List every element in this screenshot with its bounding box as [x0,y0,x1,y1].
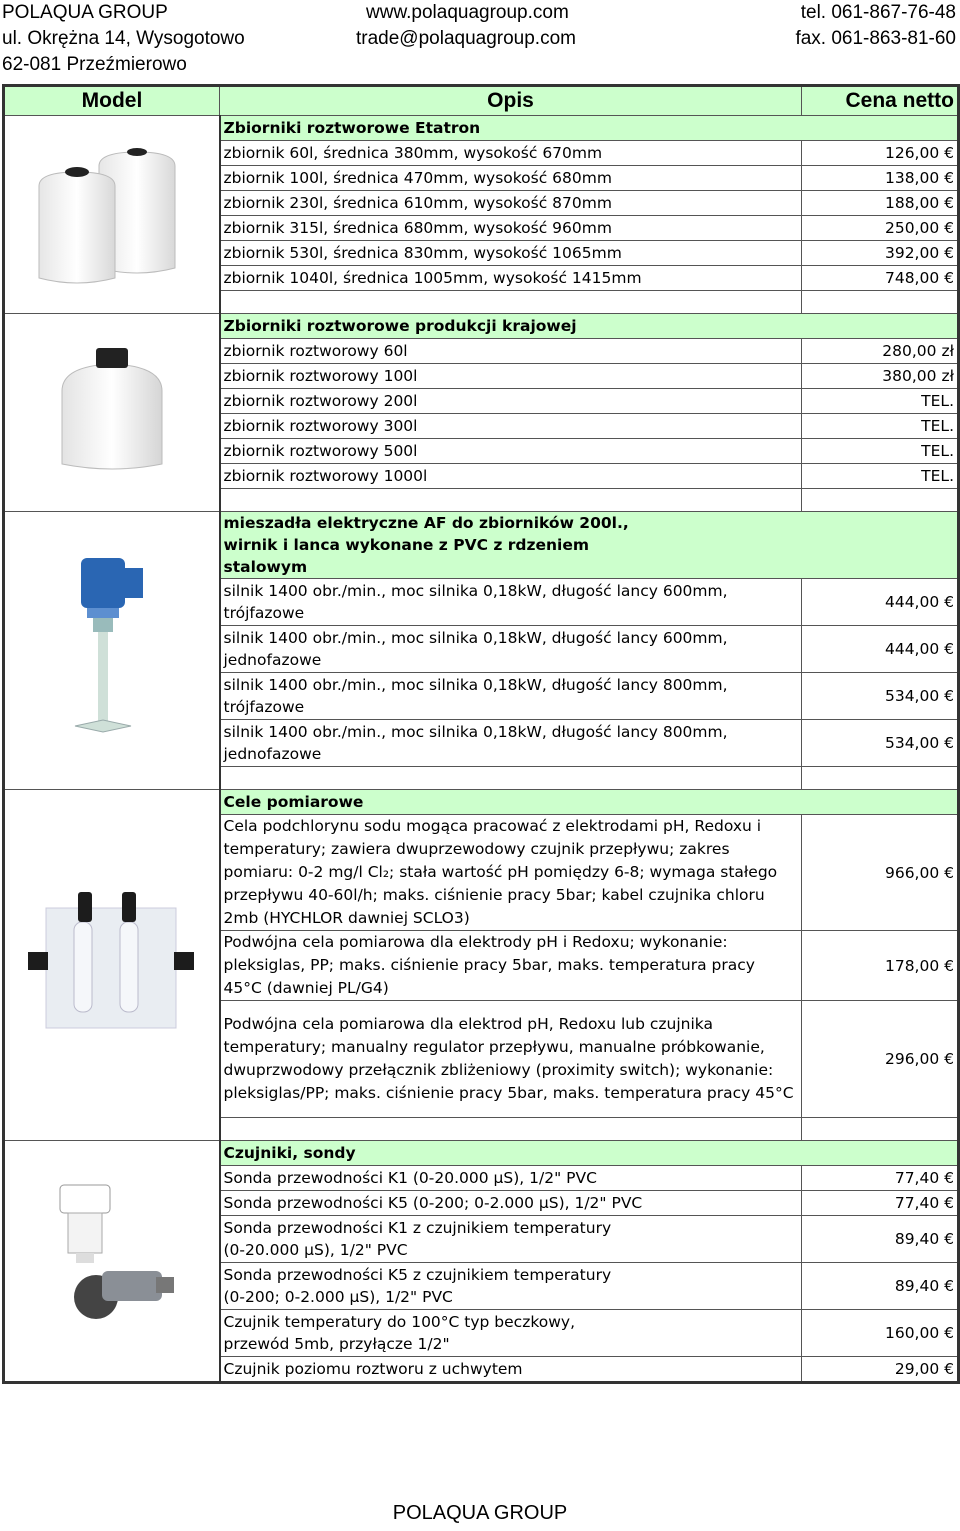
price-list-table [2,84,960,1384]
product-description: silnik 1400 obr./min., moc silnika 0,18kW, długość lancy 600mm, trójfazowe [220,579,802,626]
product-price: 77,40 € [802,1166,959,1191]
spacer-cell [220,489,802,512]
product-description: Sonda przewodności K5 z czujnikiem temperatury (0-200; 0-2.000 µS), 1/2" PVC [220,1263,802,1310]
product-price: 966,00 € [802,815,959,931]
section-title-row [4,790,959,815]
product-price: TEL. [802,439,959,464]
product-price: TEL. [802,464,959,489]
section-title-row [4,512,959,579]
product-price: 29,00 € [802,1357,959,1383]
company-name: POLAQUA GROUP [2,2,168,23]
product-description: Sonda przewodności K5 (0-200; 0-2.000 µS), 1/2" PVC [220,1191,802,1216]
measuring-cell-icon [8,888,216,1042]
product-price: TEL. [802,414,959,439]
product-image-cell [4,116,220,314]
address-line-2: 62-081 Przeźmierowo [2,54,187,75]
product-price: 188,00 € [802,191,959,216]
product-price: 444,00 € [802,626,959,673]
product-price: 534,00 € [802,720,959,767]
mixer-icon [8,554,216,748]
product-price: 126,00 € [802,141,959,166]
section-title: Zbiorniki roztworowe produkcji krajowej [220,314,959,339]
product-price: 392,00 € [802,241,959,266]
product-description: zbiornik roztworowy 100l [220,364,802,389]
product-description: Sonda przewodności K1 z czujnikiem temperatury (0-20.000 µS), 1/2" PVC [220,1216,802,1263]
product-price: 77,40 € [802,1191,959,1216]
column-header-model: Model [4,86,220,116]
section-title-row [4,314,959,339]
product-description: silnik 1400 obr./min., moc silnika 0,18kW, długość lancy 800mm, jednofazowe [220,720,802,767]
product-price: 160,00 € [802,1310,959,1357]
section-title: Cele pomiarowe [220,790,959,815]
product-description: Sonda przewodności K1 (0-20.000 µS), 1/2" PVC [220,1166,802,1191]
tank-icon [8,346,216,480]
product-price: 178,00 € [802,931,959,1001]
website-link[interactable]: www.polaquagroup.com [366,2,569,23]
product-description: zbiornik 315l, średnica 680mm, wysokość 960mm [220,216,802,241]
product-price: 89,40 € [802,1263,959,1310]
address-line-1: ul. Okrężna 14, Wysogotowo [2,28,245,49]
product-image-cell [4,512,220,790]
product-description: Czujnik poziomu roztworu z uchwytem [220,1357,802,1383]
product-description: zbiornik roztworowy 1000l [220,464,802,489]
product-price: 380,00 zł [802,364,959,389]
fax-number: fax. 061-863-81-60 [795,28,956,49]
product-price: 280,00 zł [802,339,959,364]
product-description: Czujnik temperatury do 100°C typ beczkowy, przewód 5mb, przyłącze 1/2" [220,1310,802,1357]
product-price: 138,00 € [802,166,959,191]
spacer-cell [802,489,959,512]
product-description: zbiornik 1040l, średnica 1005mm, wysokość 1415mm [220,266,802,291]
product-description: zbiornik 230l, średnica 610mm, wysokość 870mm [220,191,802,216]
phone-number: tel. 061-867-76-48 [800,2,956,23]
column-header-cena: Cena netto [802,86,959,116]
product-description: zbiornik 530l, średnica 830mm, wysokość 1065mm [220,241,802,266]
spacer-cell [802,1118,959,1141]
product-image-cell [4,790,220,1141]
product-price: 296,00 € [802,1001,959,1118]
product-price: 748,00 € [802,266,959,291]
product-description: Podwójna cela pomiarowa dla elektrod pH, Redoxu lub czujnika temperatury; manualny regulator przepływu, manualne próbkowanie, dwuprzwodowy przełącznik zbliżeniowy (proximity switch); wykonanie: pleksiglas/PP; maks. ciśnienie pracy 5bar, maks. temperatura pracy 45°C [220,1001,802,1118]
spacer-cell [220,767,802,790]
product-description: zbiornik 60l, średnica 380mm, wysokość 670mm [220,141,802,166]
section-title: mieszadła elektryczne AF do zbiorników 200l., wirnik i lanca wykonane z PVC z rdzeniem stalowym [220,512,959,579]
spacer-cell [220,1118,802,1141]
product-description: Podwójna cela pomiarowa dla elektrody pH i Redoxu; wykonanie: pleksiglas, PP; maks. ciśnienie pracy 5bar, maks. temperatura pracy 45°C (dawniej PL/G4) [220,931,802,1001]
column-header-opis: Opis [220,86,802,116]
spacer-cell [802,291,959,314]
product-image-cell [4,314,220,512]
product-description: Cela podchlorynu sodu mogąca pracować z elektrodami pH, Redoxu i temperatury; zawiera dwuprzewodowy czujnik przepływu; zakres pomiaru: 0-2 mg/l Cl₂; stała wartość pH pomiędzy 6-8; wymaga stałego przepływu 40-60l/h; maks. ciśnienie pracy 5bar; kabel czujnika chloru 2mb (HYCHLOR dawniej SCLO3) [220,815,802,931]
product-price: TEL. [802,389,959,414]
product-description: zbiornik roztworowy 200l [220,389,802,414]
product-price: 89,40 € [802,1216,959,1263]
section-title: Czujniki, sondy [220,1141,959,1166]
product-description: zbiornik roztworowy 500l [220,439,802,464]
section-title: Zbiorniki roztworowe Etatron [220,116,959,141]
product-description: zbiornik roztworowy 60l [220,339,802,364]
product-price: 534,00 € [802,673,959,720]
product-description: zbiornik 100l, średnica 470mm, wysokość 680mm [220,166,802,191]
section-title-row [4,116,959,141]
spacer-cell [220,291,802,314]
section-title-row [4,1141,959,1166]
table-body [4,116,959,1383]
product-price: 444,00 € [802,579,959,626]
product-description: silnik 1400 obr./min., moc silnika 0,18kW, długość lancy 800mm, trójfazowe [220,673,802,720]
sensor-probe-icon [8,1179,216,1343]
product-description: silnik 1400 obr./min., moc silnika 0,18kW, długość lancy 600mm, jednofazowe [220,626,802,673]
product-description: zbiornik roztworowy 300l [220,414,802,439]
page-footer: POLAQUA GROUP [392,1502,568,1524]
tank-icon [8,138,216,292]
table-header-row [4,86,959,116]
product-price: 250,00 € [802,216,959,241]
spacer-cell [802,767,959,790]
email-link[interactable]: trade@polaquagroup.com [356,28,576,49]
product-image-cell [4,1141,220,1383]
